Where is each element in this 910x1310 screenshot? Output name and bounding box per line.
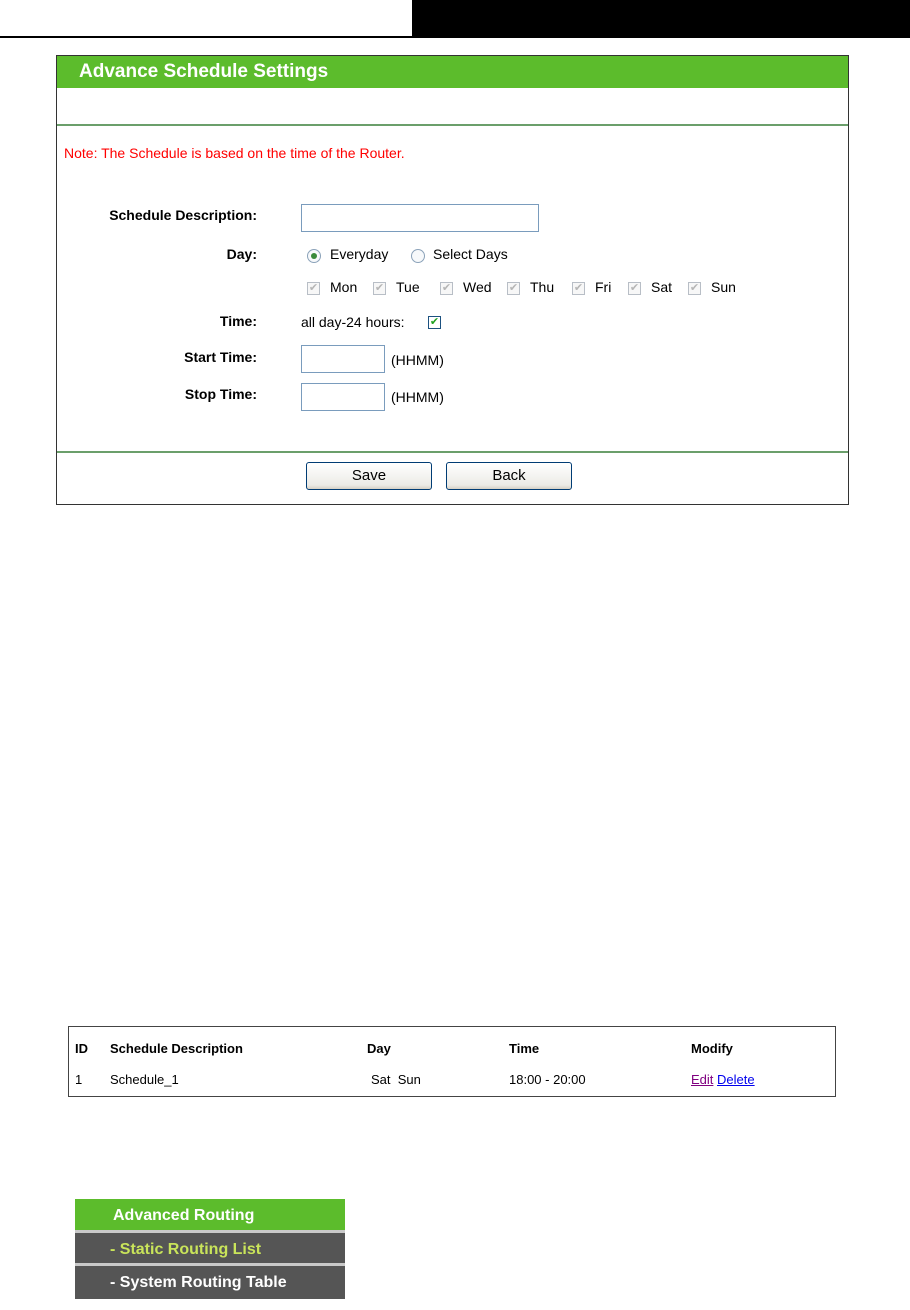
start-time-format: (HHMM) xyxy=(391,352,444,368)
day-checkbox-sun[interactable]: ✔ xyxy=(689,282,700,294)
back-button[interactable]: Back xyxy=(446,462,572,490)
all-day-checkbox[interactable]: ✔ xyxy=(429,316,440,328)
day-label-thu: Thu xyxy=(530,279,555,295)
day-label-mon: Mon xyxy=(330,279,358,295)
start-time-label: Start Time: xyxy=(184,349,257,365)
stop-time-input[interactable] xyxy=(301,383,385,411)
header-black-bar xyxy=(412,0,910,38)
menu-header-advanced-routing[interactable]: Advanced Routing xyxy=(75,1199,345,1233)
row-modify xyxy=(691,1072,755,1087)
col-header-modify: Modify xyxy=(691,1041,733,1056)
day-checkbox-wed[interactable]: ✔ xyxy=(441,282,452,294)
row-description: Schedule_1 xyxy=(110,1072,179,1087)
row-time: 18:00 - 20:00 xyxy=(509,1072,586,1087)
everyday-radio[interactable] xyxy=(307,249,321,263)
schedule-description-input[interactable] xyxy=(301,204,539,232)
save-button[interactable]: Save xyxy=(306,462,432,490)
day-label: Day: xyxy=(226,246,257,262)
schedule-note: Note: The Schedule is based on the time of the Router. xyxy=(64,145,405,161)
time-label: Time: xyxy=(219,313,257,329)
everyday-label: Everyday xyxy=(330,246,389,262)
day-checkbox-thu[interactable]: ✔ xyxy=(508,282,519,294)
header-rule xyxy=(0,36,412,38)
edit-link[interactable]: Edit xyxy=(691,1072,714,1087)
divider-bottom xyxy=(57,451,848,453)
divider-top xyxy=(57,124,848,126)
day-label-sun: Sun xyxy=(711,279,736,295)
day-checkbox-sat[interactable]: ✔ xyxy=(629,282,640,294)
select-days-radio[interactable] xyxy=(411,249,425,263)
schedule-table xyxy=(68,1026,836,1097)
row-id: 1 xyxy=(75,1072,83,1087)
all-day-label: all day-24 hours: xyxy=(301,314,405,330)
description-label: Schedule Description: xyxy=(109,207,257,223)
stop-time-label: Stop Time: xyxy=(184,386,257,402)
day-label-sat: Sat xyxy=(651,279,673,295)
delete-link[interactable]: Delete xyxy=(717,1072,755,1087)
day-checkbox-tue[interactable]: ✔ xyxy=(374,282,385,294)
menu-item-system-routing-table[interactable]: - System Routing Table xyxy=(75,1266,345,1299)
advanced-routing-menu xyxy=(75,1199,345,1299)
col-header-time: Time xyxy=(509,1041,540,1056)
day-label-wed: Wed xyxy=(463,279,492,295)
day-checkbox-fri[interactable]: ✔ xyxy=(573,282,584,294)
day-label-tue: Tue xyxy=(396,279,420,295)
day-checkbox-mon[interactable]: ✔ xyxy=(308,282,319,294)
start-time-input[interactable] xyxy=(301,345,385,373)
col-header-description: Schedule Description xyxy=(110,1041,243,1056)
row-day: Sat Sun xyxy=(371,1072,421,1087)
col-header-id: ID xyxy=(75,1041,88,1056)
schedule-settings-panel xyxy=(56,55,849,505)
panel-title: Advance Schedule Settings xyxy=(57,56,848,88)
col-header-day: Day xyxy=(367,1041,391,1056)
select-days-label: Select Days xyxy=(433,246,508,262)
day-label-fri: Fri xyxy=(595,279,612,295)
menu-item-static-routing-list[interactable]: - Static Routing List xyxy=(75,1233,345,1266)
stop-time-format: (HHMM) xyxy=(391,389,444,405)
